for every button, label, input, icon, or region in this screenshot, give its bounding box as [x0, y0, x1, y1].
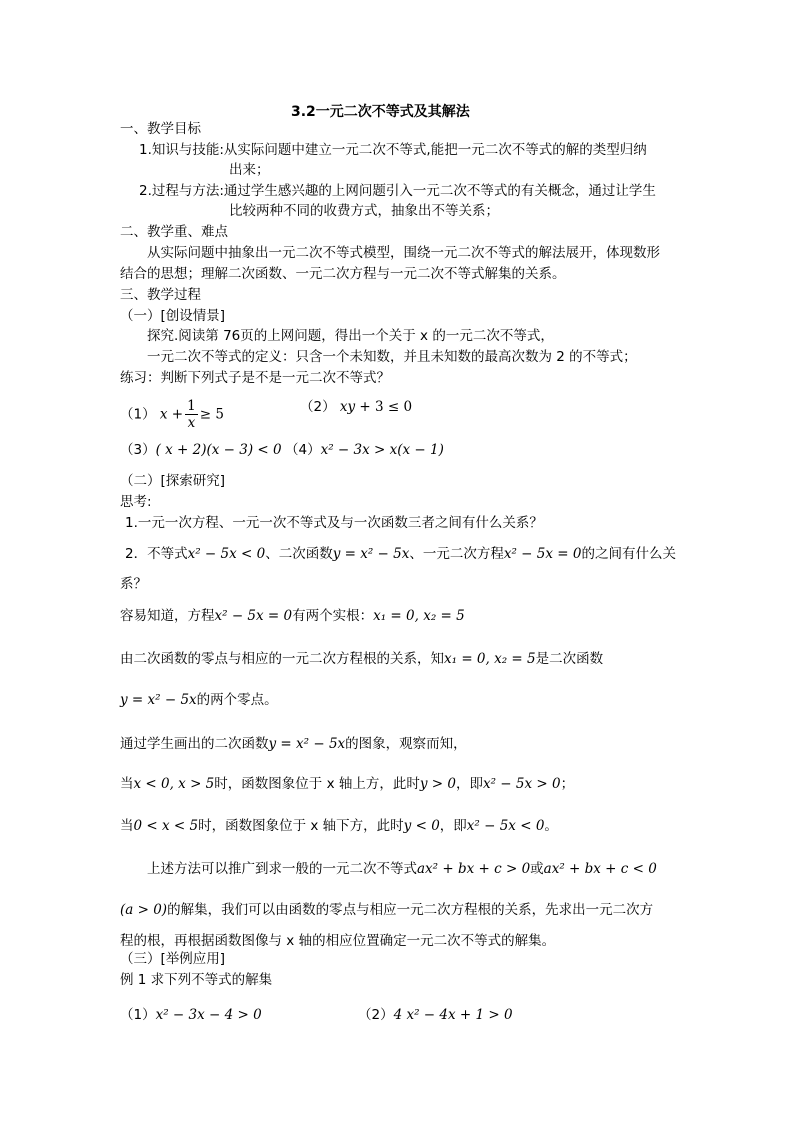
fraction-denominator: x — [187, 415, 196, 431]
roots-values: x₁ = 0, x₂ = 5 — [373, 608, 465, 624]
question-1: 1.一元一次方程、一元一次不等式及与一次函数三者之间有什么关系？ — [125, 515, 543, 531]
case1-y: y > 0 — [419, 776, 456, 792]
goal-process-line1: 2.过程与方法:通过学生感兴趣的上网问题引入一元二次不等式的有关概念，通过让学生 — [139, 183, 656, 199]
goal-knowledge-line2: 出来； — [229, 162, 270, 178]
goal-process-line2: 比较两种不同的收费方式，抽象出不等关系； — [229, 203, 499, 219]
case2-text-a: 当 — [120, 818, 134, 834]
graph-statement — [120, 735, 467, 753]
exercise-expr-2-xy: xy — [339, 399, 356, 415]
exercise-prompt: 练习：判断下列式子是不是一元二次不等式？ — [120, 370, 390, 386]
part-heading-scenario: （一）[创设情景] — [120, 308, 226, 324]
case2-condition: 0 < x < 5 — [133, 818, 199, 834]
question-2-function: y = x² − 5x — [332, 546, 410, 562]
case1-text-b: 时，函数图象位于 x 轴上方，此时 — [214, 776, 420, 792]
exercise-expr-1-rest: ≥ 5 — [199, 406, 224, 423]
goal-knowledge-line1: 1.知识与技能:从实际问题中建立一元二次不等式,能把一元二次不等式的解的类型归纳 — [139, 142, 647, 158]
exercise-expr-2-rest: + 3 ≤ 0 — [355, 399, 413, 415]
roots-text-a: 容易知道，方程 — [120, 608, 215, 624]
case1-inequality: x² − 5x > 0 — [482, 776, 561, 792]
problem-1-expr: x² − 3x − 4 > 0 — [155, 1007, 262, 1023]
case2-inequality: x² − 5x < 0 — [466, 818, 545, 834]
part-heading-explore: （二）[探索研究] — [120, 473, 226, 489]
definition-text: 一元二次不等式的定义：只含一个未知数，并且未知数的最高次数为 2 的不等式； — [147, 349, 637, 365]
part-heading-examples: （三）[举例应用] — [120, 951, 226, 967]
graph-text-b: 的图象，观察而知， — [345, 736, 467, 752]
generalization-line3: 程的根，再根据函数图像与 x 轴的相应位置确定一元二次不等式的解集。 — [120, 933, 556, 949]
question-2-text-c: 、一元二次方程 — [409, 546, 504, 562]
question-2-text-d: 的之间有什么关 — [581, 546, 676, 562]
case-below-axis — [120, 817, 558, 835]
relation-text-a: 由二次函数的零点与相应的一元二次方程根的关系，知 — [120, 651, 444, 667]
case-above-axis — [120, 775, 574, 793]
case1-text-c: ，即 — [455, 776, 483, 792]
roots-text-b: 有两个实根： — [292, 608, 374, 624]
example-1-problem-2 — [358, 1006, 513, 1024]
zeros-text: 的两个零点。 — [196, 692, 278, 708]
fraction-numerator: 1 — [187, 398, 196, 414]
exercise-label-2: （2） — [300, 399, 336, 415]
generalization-line2 — [120, 901, 653, 919]
question-2-continuation: 系？ — [120, 576, 147, 592]
question-2-text-b: 、二次函数 — [265, 546, 333, 562]
relation-statement — [120, 650, 603, 668]
case1-text-a: 当 — [120, 776, 134, 792]
exercise-label-4: （4） — [285, 442, 321, 458]
case1-text-d: ； — [560, 776, 575, 792]
keypoints-line1: 从实际问题中抽象出一元二次不等式模型，围绕一元二次不等式的解法展开，体现数形 — [147, 245, 660, 261]
relation-roots: x₁ = 0, x₂ = 5 — [444, 651, 536, 667]
fraction-one-over-x — [185, 398, 198, 431]
section-heading-process: 三、教学过程 — [120, 287, 201, 303]
generalization-or: 或 — [530, 861, 544, 877]
exercise-expr-1-plus: + — [167, 406, 184, 423]
section-heading-keypoints: 二、教学重、难点 — [120, 224, 228, 240]
page-title: 3.2一元二次不等式及其解法 — [291, 104, 470, 120]
case2-y: y < 0 — [403, 818, 440, 834]
generalization-condition: (a > 0) — [120, 902, 168, 918]
problem-2-label: （2） — [358, 1007, 394, 1023]
roots-statement — [120, 607, 465, 625]
exercise-label-1: （1） — [120, 406, 156, 423]
example-1-heading: 例 1 求下列不等式的解集 — [120, 972, 273, 988]
exercise-expr-1-x: x — [159, 406, 168, 423]
graph-text-a: 通过学生画出的二次函数 — [120, 736, 269, 752]
exercise-expr-4: x² − 3x > x(x − 1) — [320, 442, 444, 458]
relation-text-b: 是二次函数 — [535, 651, 604, 667]
question-2-inequality: x² − 5x < 0 — [187, 546, 266, 562]
problem-2-expr: 4 x² − 4x + 1 > 0 — [393, 1007, 513, 1023]
exercise-item-4 — [285, 441, 444, 459]
think-label: 思考: — [120, 494, 152, 510]
generalization-inequality-2: ax² + bx + c < 0 — [543, 861, 657, 877]
exercise-item-2 — [300, 398, 412, 416]
question-2 — [125, 545, 676, 563]
exercise-item-1 — [120, 398, 224, 431]
section-heading-goals: 一、教学目标 — [120, 121, 201, 137]
question-2-text-a: 2．不等式 — [125, 546, 188, 562]
case1-condition: x < 0, x > 5 — [133, 776, 215, 792]
exercise-label-3: （3） — [120, 442, 156, 458]
explore-text: 探究.阅读第 76页的上网问题，得出一个关于 x 的一元二次不等式， — [147, 328, 554, 344]
roots-equation: x² − 5x = 0 — [214, 608, 293, 624]
graph-function: y = x² − 5x — [268, 736, 346, 752]
example-1-problem-1 — [120, 1006, 262, 1024]
case2-text-c: ，即 — [439, 818, 467, 834]
generalization-inequality-1: ax² + bx + c > 0 — [417, 861, 531, 877]
keypoints-line2: 结合的思想；理解二次函数、一元二次方程与一元二次不等式解集的关系。 — [120, 266, 566, 282]
zeros-statement — [120, 691, 278, 709]
generalization-text-a: 上述方法可以推广到求一般的一元二次不等式 — [147, 861, 417, 877]
case2-text-d: 。 — [544, 818, 558, 834]
generalization-line1 — [147, 860, 657, 878]
question-2-equation: x² − 5x = 0 — [503, 546, 582, 562]
generalization-text-b: 的解集，我们可以由函数的零点与相应一元二次方程根的关系，先求出一元二次方 — [167, 902, 654, 918]
exercise-item-3 — [120, 441, 282, 459]
exercise-expr-3: ( x + 2)(x − 3) < 0 — [155, 442, 282, 458]
problem-1-label: （1） — [120, 1007, 156, 1023]
zeros-function: y = x² − 5x — [120, 692, 197, 708]
case2-text-b: 时，函数图象位于 x 轴下方，此时 — [198, 818, 404, 834]
